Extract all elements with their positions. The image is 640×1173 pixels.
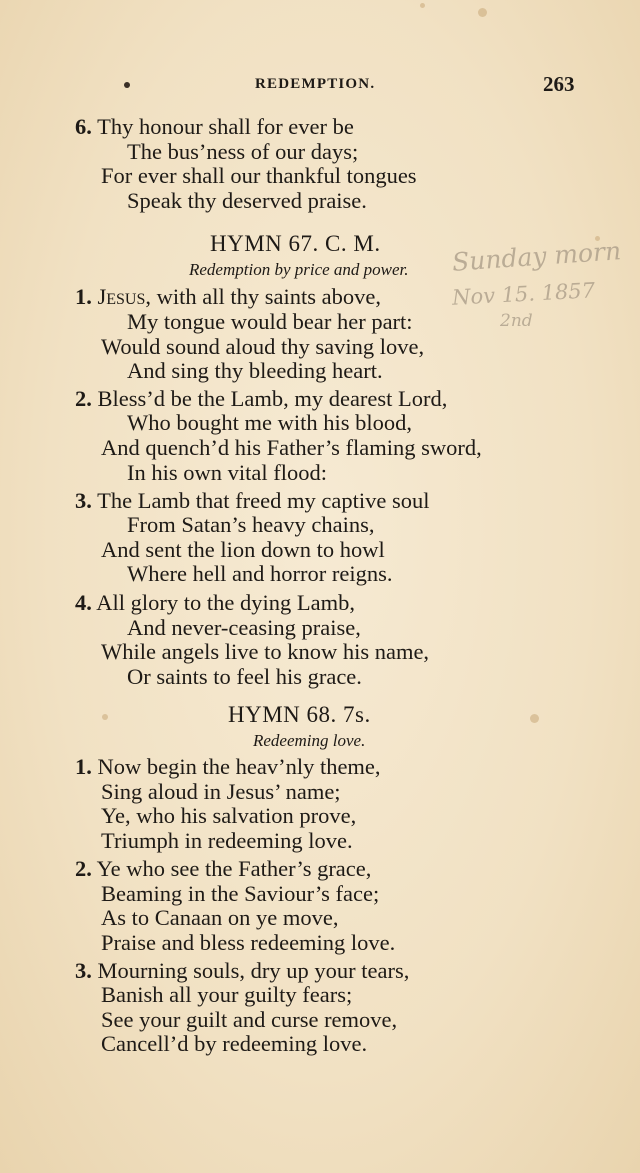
running-header: [0, 72, 640, 96]
line-text: Bless’d be the Lamb, my dearest Lord,: [97, 386, 448, 411]
line-text: The Lamb that freed my captive soul: [97, 488, 430, 513]
stanza-line: As to Canaan on ye move,: [101, 905, 339, 930]
hymn-subtitle: Redeeming love.: [253, 731, 366, 750]
line-text: Jesus,: [97, 284, 152, 309]
foxing-spot: [478, 8, 487, 17]
stanza-number: 3.: [75, 488, 92, 513]
handwritten-note: Nov 15. 1857: [451, 278, 596, 310]
stanza-line: [75, 590, 355, 616]
line-text: Mourning souls, dry up your tears,: [97, 958, 410, 983]
stanza-line: [75, 754, 381, 780]
stanza-number: 2.: [75, 386, 92, 411]
foxing-spot: [420, 3, 425, 8]
foxing-spot: [102, 714, 108, 720]
handwritten-note: Sunday morn: [451, 236, 622, 277]
line-text: Ye who see the Father’s grace,: [96, 856, 372, 881]
stanza-line: The bus’ness of our days;: [127, 139, 359, 164]
stanza-number: 3.: [75, 958, 92, 983]
foxing-spot: [530, 714, 539, 723]
stanza-number: 1.: [75, 754, 92, 779]
line-text: Thy honour shall for ever be: [97, 114, 354, 139]
stanza-line: Ye, who his salvation prove,: [101, 803, 357, 828]
stanza-line: [75, 386, 447, 412]
stanza-line: [75, 958, 409, 984]
stanza-line: Speak thy deserved praise.: [127, 188, 367, 213]
stanza-number: 1.: [75, 284, 92, 309]
stanza-line: For ever shall our thankful tongues: [101, 163, 417, 188]
stanza-line: [75, 488, 429, 514]
page-number: 263: [543, 72, 575, 96]
stanza-line: Or saints to feel his grace.: [127, 664, 362, 689]
hymn-title: HYMN 68. 7s.: [228, 702, 371, 727]
stanza-line: And never-ceasing praise,: [127, 615, 361, 640]
hymn-subtitle: Redemption by price and power.: [189, 260, 409, 279]
hymn-title: HYMN 67. C. M.: [210, 231, 381, 256]
running-title: REDEMPTION.: [255, 76, 376, 92]
stanza-line: From Satan’s heavy chains,: [127, 512, 375, 537]
stanza-line: Cancell’d by redeeming love.: [101, 1031, 368, 1056]
stanza-line: And quench’d his Father’s flaming sword,: [101, 435, 482, 460]
line-text: with all thy saints above,: [151, 284, 381, 309]
stanza-line: Praise and bless redeeming love.: [101, 930, 396, 955]
stanza-line: [75, 114, 354, 140]
stanza-line: Would sound aloud thy saving love,: [101, 334, 425, 359]
stanza-line: Sing aloud in Jesus’ name;: [101, 779, 341, 804]
stanza-line: While angels live to know his name,: [101, 639, 430, 664]
stanza-line: [75, 856, 371, 882]
stanza-line: My tongue would bear her part:: [127, 309, 413, 334]
stanza-line: And sing thy bleeding heart.: [127, 358, 383, 383]
stanza-line: Banish all your guilty fears;: [101, 982, 353, 1007]
stanza-line: Triumph in redeeming love.: [101, 828, 353, 853]
stanza-number: 6.: [75, 114, 92, 139]
stanza-line: [75, 284, 381, 310]
stanza-line: Beaming in the Saviour’s face;: [101, 881, 380, 906]
stanza-line: Where hell and horror reigns.: [127, 561, 393, 586]
stanza-line: In his own vital flood:: [127, 460, 327, 485]
handwritten-note: 2nd: [500, 311, 533, 331]
stanza-number: 2.: [75, 856, 92, 881]
line-text: All glory to the dying Lamb,: [96, 590, 355, 615]
line-text: Now begin the heav’nly theme,: [97, 754, 381, 779]
bullet-icon: [124, 82, 130, 88]
stanza-line: Who bought me with his blood,: [127, 410, 412, 435]
stanza-line: And sent the lion down to howl: [101, 537, 385, 562]
stanza-line: See your guilt and curse remove,: [101, 1007, 398, 1032]
stanza-number: 4.: [75, 590, 92, 615]
